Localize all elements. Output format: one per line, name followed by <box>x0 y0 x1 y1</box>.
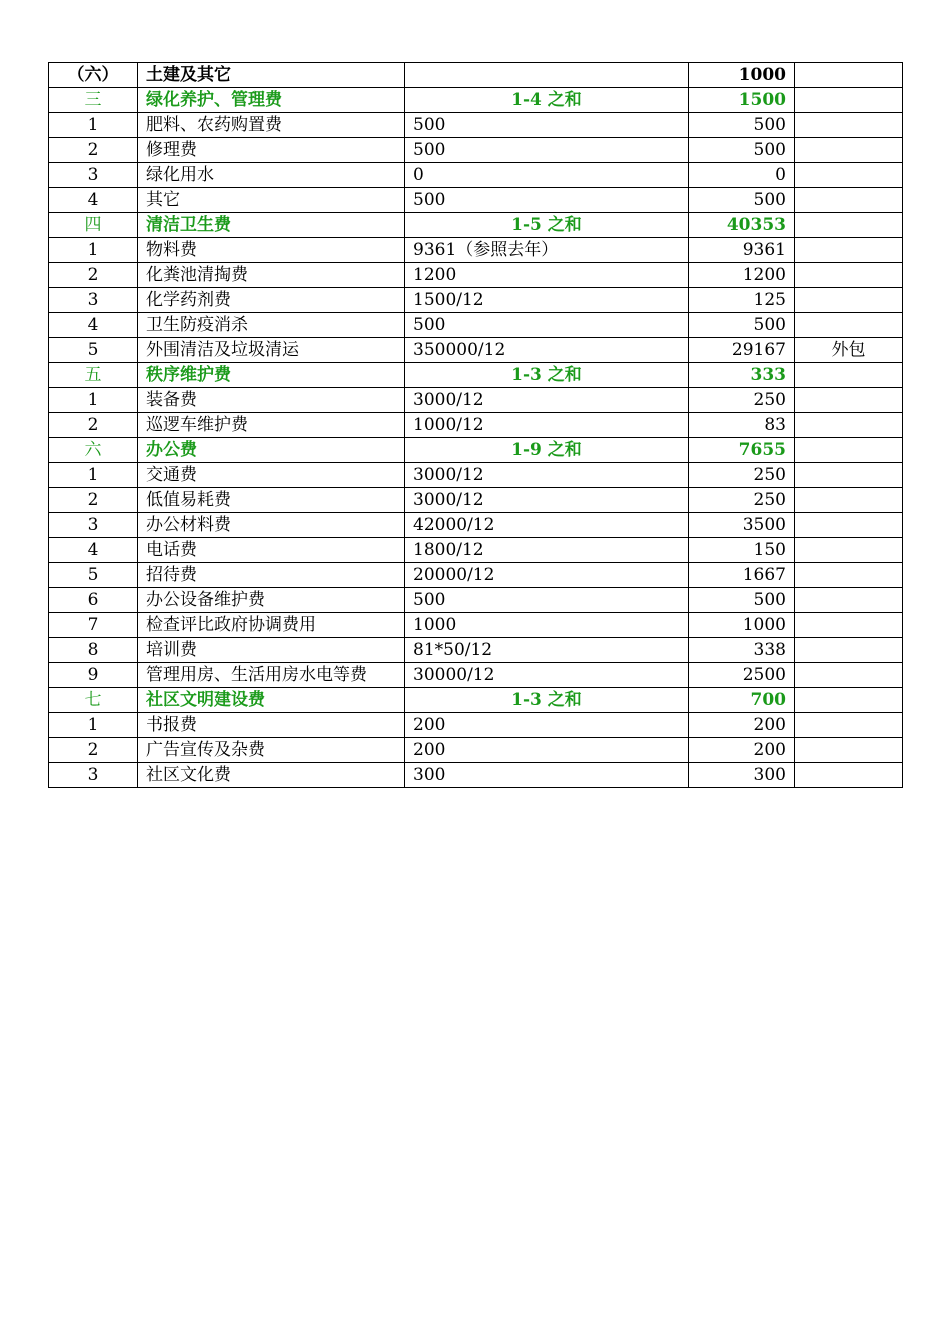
amount-value: 1500 <box>689 88 795 113</box>
row-number: 3 <box>49 163 138 188</box>
item-name: 其它 <box>138 188 405 213</box>
section-row <box>49 213 903 238</box>
section-row <box>49 688 903 713</box>
row-number: 1 <box>49 388 138 413</box>
remark <box>795 238 903 263</box>
item-name: 低值易耗费 <box>138 488 405 513</box>
remark <box>795 163 903 188</box>
table-row <box>49 113 903 138</box>
table-row <box>49 388 903 413</box>
row-number: 4 <box>49 313 138 338</box>
table-row <box>49 163 903 188</box>
category-row <box>49 63 903 88</box>
item-name: 交通费 <box>138 463 405 488</box>
calculation-basis: 200 <box>405 738 689 763</box>
item-name: 巡逻车维护费 <box>138 413 405 438</box>
remark <box>795 738 903 763</box>
calculation-basis: 350000/12 <box>405 338 689 363</box>
remark <box>795 263 903 288</box>
item-name: 化粪池清掏费 <box>138 263 405 288</box>
remark: 外包 <box>795 338 903 363</box>
budget-table <box>48 62 903 788</box>
row-number: 5 <box>49 563 138 588</box>
row-number: 2 <box>49 413 138 438</box>
amount-value: 333 <box>689 363 795 388</box>
remark <box>795 588 903 613</box>
item-name: 绿化养护、管理费 <box>138 88 405 113</box>
calculation-basis: 300 <box>405 763 689 788</box>
calculation-basis: 1-3 之和 <box>405 363 689 388</box>
amount-value: 500 <box>689 588 795 613</box>
amount-value: 338 <box>689 638 795 663</box>
calculation-basis: 81*50/12 <box>405 638 689 663</box>
table-row <box>49 763 903 788</box>
row-number: 7 <box>49 613 138 638</box>
remark <box>795 763 903 788</box>
calculation-basis: 1000 <box>405 613 689 638</box>
section-row <box>49 438 903 463</box>
table-row <box>49 588 903 613</box>
item-name: 物料费 <box>138 238 405 263</box>
remark <box>795 363 903 388</box>
table-row <box>49 488 903 513</box>
amount-value: 1000 <box>689 613 795 638</box>
remark <box>795 488 903 513</box>
row-number: 五 <box>49 363 138 388</box>
calculation-basis: 500 <box>405 313 689 338</box>
table-row <box>49 738 903 763</box>
remark <box>795 538 903 563</box>
item-name: 外围清洁及垃圾清运 <box>138 338 405 363</box>
item-name: 卫生防疫消杀 <box>138 313 405 338</box>
table-row <box>49 138 903 163</box>
calculation-basis: 1-3 之和 <box>405 688 689 713</box>
table-row <box>49 563 903 588</box>
calculation-basis: 1800/12 <box>405 538 689 563</box>
row-number: （六） <box>49 63 138 88</box>
amount-value: 83 <box>689 413 795 438</box>
amount-value: 300 <box>689 763 795 788</box>
remark <box>795 438 903 463</box>
calculation-basis: 30000/12 <box>405 663 689 688</box>
table-body <box>49 63 903 788</box>
calculation-basis <box>405 63 689 88</box>
calculation-basis: 1500/12 <box>405 288 689 313</box>
row-number: 2 <box>49 488 138 513</box>
amount-value: 200 <box>689 738 795 763</box>
remark <box>795 413 903 438</box>
item-name: 电话费 <box>138 538 405 563</box>
amount-value: 500 <box>689 138 795 163</box>
table-row <box>49 638 903 663</box>
item-name: 装备费 <box>138 388 405 413</box>
calculation-basis: 1-4 之和 <box>405 88 689 113</box>
amount-value: 150 <box>689 538 795 563</box>
remark <box>795 388 903 413</box>
amount-value: 250 <box>689 488 795 513</box>
item-name: 修理费 <box>138 138 405 163</box>
item-name: 绿化用水 <box>138 163 405 188</box>
row-number: 四 <box>49 213 138 238</box>
row-number: 1 <box>49 113 138 138</box>
item-name: 肥料、农药购置费 <box>138 113 405 138</box>
row-number: 1 <box>49 713 138 738</box>
remark <box>795 513 903 538</box>
item-name: 土建及其它 <box>138 63 405 88</box>
amount-value: 125 <box>689 288 795 313</box>
item-name: 管理用房、生活用房水电等费 <box>138 663 405 688</box>
item-name: 招待费 <box>138 563 405 588</box>
remark <box>795 88 903 113</box>
table-row <box>49 338 903 363</box>
remark <box>795 313 903 338</box>
remark <box>795 613 903 638</box>
section-row <box>49 88 903 113</box>
row-number: 2 <box>49 738 138 763</box>
row-number: 七 <box>49 688 138 713</box>
remark <box>795 138 903 163</box>
remark <box>795 463 903 488</box>
amount-value: 500 <box>689 188 795 213</box>
row-number: 9 <box>49 663 138 688</box>
amount-value: 3500 <box>689 513 795 538</box>
item-name: 社区文明建设费 <box>138 688 405 713</box>
row-number: 2 <box>49 138 138 163</box>
table-row <box>49 188 903 213</box>
table-row <box>49 713 903 738</box>
row-number: 3 <box>49 288 138 313</box>
remark <box>795 213 903 238</box>
remark <box>795 688 903 713</box>
remark <box>795 63 903 88</box>
remark <box>795 638 903 663</box>
remark <box>795 188 903 213</box>
calculation-basis: 3000/12 <box>405 488 689 513</box>
calculation-basis: 500 <box>405 588 689 613</box>
table-row <box>49 288 903 313</box>
amount-value: 0 <box>689 163 795 188</box>
calculation-basis: 0 <box>405 163 689 188</box>
amount-value: 9361 <box>689 238 795 263</box>
table-row <box>49 613 903 638</box>
calculation-basis: 1-9 之和 <box>405 438 689 463</box>
calculation-basis: 500 <box>405 188 689 213</box>
remark <box>795 713 903 738</box>
item-name: 办公设备维护费 <box>138 588 405 613</box>
amount-value: 1667 <box>689 563 795 588</box>
item-name: 广告宣传及杂费 <box>138 738 405 763</box>
amount-value: 40353 <box>689 213 795 238</box>
item-name: 书报费 <box>138 713 405 738</box>
row-number: 3 <box>49 513 138 538</box>
amount-value: 1200 <box>689 263 795 288</box>
table-row <box>49 663 903 688</box>
row-number: 1 <box>49 463 138 488</box>
row-number: 4 <box>49 538 138 563</box>
item-name: 检查评比政府协调费用 <box>138 613 405 638</box>
item-name: 社区文化费 <box>138 763 405 788</box>
row-number: 2 <box>49 263 138 288</box>
table-row <box>49 463 903 488</box>
calculation-basis: 20000/12 <box>405 563 689 588</box>
table-row <box>49 413 903 438</box>
amount-value: 500 <box>689 313 795 338</box>
amount-value: 2500 <box>689 663 795 688</box>
calculation-basis: 1-5 之和 <box>405 213 689 238</box>
amount-value: 7655 <box>689 438 795 463</box>
row-number: 4 <box>49 188 138 213</box>
amount-value: 250 <box>689 388 795 413</box>
table-row <box>49 313 903 338</box>
item-name: 清洁卫生费 <box>138 213 405 238</box>
calculation-basis: 1200 <box>405 263 689 288</box>
table-row <box>49 538 903 563</box>
table-row <box>49 513 903 538</box>
calculation-basis: 500 <box>405 113 689 138</box>
calculation-basis: 200 <box>405 713 689 738</box>
calculation-basis: 3000/12 <box>405 463 689 488</box>
calculation-basis: 500 <box>405 138 689 163</box>
item-name: 培训费 <box>138 638 405 663</box>
table-row <box>49 263 903 288</box>
amount-value: 500 <box>689 113 795 138</box>
item-name: 办公材料费 <box>138 513 405 538</box>
remark <box>795 563 903 588</box>
row-number: 5 <box>49 338 138 363</box>
row-number: 1 <box>49 238 138 263</box>
calculation-basis: 42000/12 <box>405 513 689 538</box>
row-number: 6 <box>49 588 138 613</box>
amount-value: 700 <box>689 688 795 713</box>
calculation-basis: 9361（参照去年） <box>405 238 689 263</box>
row-number: 三 <box>49 88 138 113</box>
item-name: 办公费 <box>138 438 405 463</box>
row-number: 3 <box>49 763 138 788</box>
calculation-basis: 3000/12 <box>405 388 689 413</box>
section-row <box>49 363 903 388</box>
remark <box>795 113 903 138</box>
amount-value: 200 <box>689 713 795 738</box>
amount-value: 1000 <box>689 63 795 88</box>
item-name: 秩序维护费 <box>138 363 405 388</box>
amount-value: 250 <box>689 463 795 488</box>
amount-value: 29167 <box>689 338 795 363</box>
row-number: 六 <box>49 438 138 463</box>
remark <box>795 663 903 688</box>
row-number: 8 <box>49 638 138 663</box>
item-name: 化学药剂费 <box>138 288 405 313</box>
table-row <box>49 238 903 263</box>
calculation-basis: 1000/12 <box>405 413 689 438</box>
remark <box>795 288 903 313</box>
